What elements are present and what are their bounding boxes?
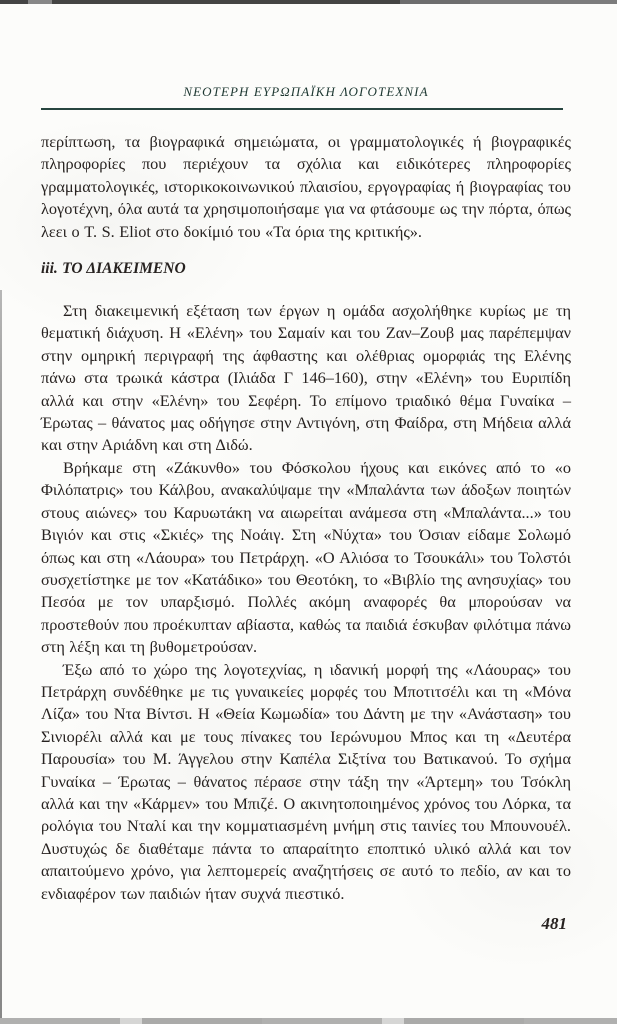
page-number: 481 xyxy=(541,914,567,933)
running-header: ΝΕΟΤΕΡΗ ΕΥΡΩΠΑΪΚΗ ΛΟΓΟΤΕΧΝΙΑ xyxy=(183,84,429,99)
body-paragraph: Βρήκαμε στη «Ζάκυνθο» του Φόσκολου ήχους και εικόνες από το «ο Φιλόπατρις» του Κάλβου, ανακαλύψαμε την «Μπαλάντα των άδοξων ποιητών στους αιώνες» του Καρυωτάκη να αιωρείται ανάμεσα στη «Μπαλάντα...» του Βιγιόν και στις «Σκιές» της Νοάιγ. Στη «Νύχτα» του Όσιαν είδαμε Σολωμό όπως και στη «Λάουρα» του Πετράρχη. «Ο Αλιόσα το Τσουκάλι» του Τολστόι συσχετίστηκε με τον «Κατάδικο» του Θεοτόκη, το «Βιβλίο της ανησυχίας» του Πεσόα με τον υπαρξισμό. Πολλές ακόμη αναφορές θα μπορούσαν να προστεθούν που προέκυπταν αβίαστα, καθώς τα παιδιά έσκυβαν φιλότιμα πάνω στη λέξη και τη βυθομετρούσαν. xyxy=(41,457,571,657)
scan-edge-top xyxy=(0,0,617,4)
section-heading: iii. ΤΟ ΔΙΑΚΕΙΜΕΝΟ xyxy=(41,260,186,278)
page-body xyxy=(41,131,571,905)
header-rule xyxy=(41,108,563,110)
body-paragraph: Έξω από το χώρο της λογοτεχνίας, η ιδανική μορφή της «Λάουρας» του Πετράρχη συνδέθηκε με τις γυναικείες μορφές του Μποτιτσέλι και τη «Μόνα Λίζα» του Ντα Βίντσι. Η «Θεία Κωμωδία» του Δάντη με την «Ανάσταση» του Σινιορέλι αλλά και με τους πίνακες του Ιερώνυμου Μπος και τη «Δευτέρα Παρουσία» του Μ. Άγγελου στην Καπέλα Σιξτίνα του Βατικανού. Το σχήμα Γυναίκα – Έρωτας – θάνατος πέρασε στην τάξη την «Άρτεμη» του Τσόκλη αλλά και την «Κάρμεν» του Μπιζέ. Ο ακινητοποιημένος χρόνος του Λόρκα, τα ρολόγια του Νταλί και την κομματιασμένη μνήμη στις ταινίες του Μπουνουέλ. Δυστυχώς δε διαθέταμε πάντα το απαραίτητο εποπτικό υλικό αλλά και τον απαιτούμενο χρόνο, για λεπτομερείς αναζητήσεις σε αυτό το πεδίο, αν και το ενδιαφέρον των παιδιών ήταν συχνά πιεστικό. xyxy=(41,659,571,903)
scan-edge-left xyxy=(0,290,2,1018)
scan-edge-bottom xyxy=(0,1018,617,1024)
body-paragraph: Στη διακειμενική εξέταση των έργων η ομάδα ασχολήθηκε κυρίως με τη θεματική διάχυση. Η «Ελένη» του Σαμαίν και του Ζαν–Ζουβ μας παρέπεμψαν στην ομηρική περιγραφή της άφθαστης και ολέθριας ομορφιάς της Ελένης πάνω στα τρωικά κάστρα (Ιλιάδα Γ 146–160), στην «Ελένη» του Ευριπίδη αλλά και στην «Ελένη» του Σεφέρη. Το επίμονο τριαδικό θέμα Γυναίκα – Έρωτας – θάνατος μας οδήγησε στην Αντιγόνη, στη Φαίδρα, στη Μήδεια αλλά και στην Αριάδνη και στη Διδώ. xyxy=(41,301,571,455)
body-paragraph-continuation: περίπτωση, τα βιογραφικά σημειώματα, οι γραμματολογικές ή βιογραφικές πληροφορίες που περιέχουν τα σχόλια και ειδικότερες πληροφορίες γραμματολογικές, ιστορικοκοινωνικού πλαισίου, εργογραφίας ή βιογραφίας του λογοτέχνη, όλα αυτά τα χρησιμοποιήσαμε για να φτάσουμε ως την πόρτα, όπως λεει ο T. S. Eliot στο δοκίμιό του «Τα όρια της κριτικής». xyxy=(41,132,571,241)
